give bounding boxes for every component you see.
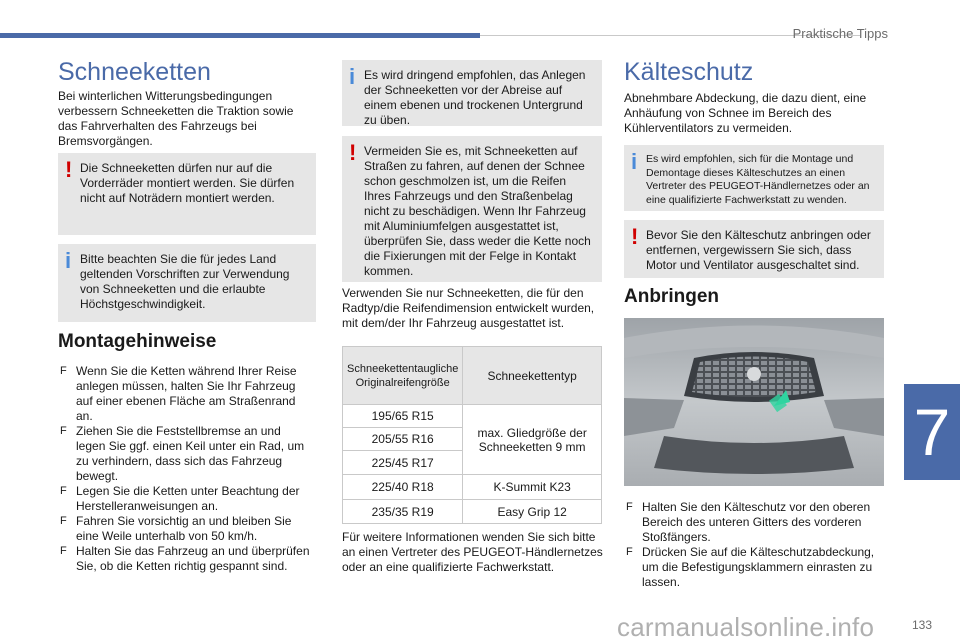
chapter-number: 7 <box>913 395 951 469</box>
intro-schneeketten: Bei winterlichen Witterungsbedingungen verbessern Schneeketten die Traktion sowie das Fahrverhalten des Fahrzeugs bei Bremsvorgängen. <box>58 89 294 148</box>
bullet-icon: F <box>626 501 633 513</box>
bullet-icon: F <box>60 545 67 557</box>
list-item: F Fahren Sie vorsichtig an und bleiben Sie eine Weile unterhalb von 50 km/h. <box>60 514 292 543</box>
table-cell: 225/40 R18 <box>343 475 463 500</box>
list-item: F Legen Sie die Ketten unter Beachtung der Herstelleranweisungen an. <box>60 484 300 513</box>
warning-box-melted-snow <box>342 136 602 282</box>
bullet-icon: F <box>626 546 633 558</box>
table-cell: 195/65 R15 <box>343 405 463 428</box>
info-box-regulations <box>58 244 316 322</box>
section-title: Praktische Tipps <box>792 26 888 41</box>
text-tyre-size: Verwenden Sie nur Schneeketten, die für den Radtyp/die Reifendimension entwickelt wurden, mit dem/der Ihr Fahrzeug ausgestattet ist. <box>342 286 595 330</box>
bullet-icon: F <box>60 365 67 377</box>
info-box-practice <box>342 60 602 126</box>
warning-text: Bevor Sie den Kälteschutz anbringen oder entfernen, vergewissern Sie sich, dass Motor und Ventilator ausgeschaltet sind. <box>646 228 871 272</box>
anbringen-list <box>626 500 884 590</box>
info-text: Es wird dringend empfohlen, das Anlegen der Schneeketten vor der Abreise auf einem ebenen und trockenen Untergrund zu üben. <box>364 68 586 127</box>
warning-icon: ! <box>65 157 73 182</box>
info-icon: i <box>631 149 638 174</box>
warning-icon: ! <box>349 140 357 165</box>
list-item: F Wenn Sie die Ketten während Ihrer Reise anlegen müssen, halten Sie Ihr Fahrzeug auf einer ebenen Fläche am Straßenrand an. <box>60 364 297 423</box>
text-more-info: Für weitere Informationen wenden Sie sich bitte an einen Vertreter des PEUGEOT-Händlernetzes oder an eine qualifizierte Fachwerkstatt. <box>342 530 603 574</box>
warning-icon: ! <box>631 224 639 249</box>
table-cell: 225/45 R17 <box>343 451 463 475</box>
bullet-icon: F <box>60 425 67 437</box>
watermark: carmanualsonline.info <box>617 612 875 640</box>
bullet-icon: F <box>60 485 67 497</box>
list-item: F Ziehen Sie die Feststellbremse an und legen Sie ggf. einen Keil unter ein Rad, um zu verhindern, dass sich das Fahrzeug bewegt. <box>60 424 305 483</box>
title-kaelteschutz: Kälteschutz <box>624 58 754 86</box>
table-cell: 205/55 R16 <box>343 428 463 451</box>
intro-kaelteschutz: Abnehmbare Abdeckung, die dazu dient, eine Anhäufung von Schnee im Bereich des Kühlerventilators zu vermeiden. <box>624 91 867 135</box>
warning-box-engine-off <box>624 220 884 278</box>
subtitle-montagehinweise: Montagehinweise <box>58 331 217 352</box>
car-front-illustration <box>624 318 884 486</box>
table-row <box>343 500 602 524</box>
warning-text: Vermeiden Sie es, mit Schneeketten auf Straßen zu fahren, auf denen der Schnee schon geschmolzen ist, um die Reifen Ihres Fahrzeugs und den Straßenbelag nicht zu beschädigen. Wenn Ihr Fahrzeug mit Aluminiumfelgen ausgestattet ist, überprüfen Sie, dass weder die Kette noch die Fixierungen mit der Felge in Kontakt kommen. <box>364 144 591 278</box>
subtitle-anbringen: Anbringen <box>624 286 719 307</box>
snow-chain-table <box>342 346 602 524</box>
header-bar <box>0 33 480 38</box>
info-text: Bitte beachten Sie die für jedes Land geltenden Vorschriften zur Verwendung von Schneeketten und die erlaubte Höchstgeschwindigkeit. <box>80 252 290 311</box>
info-icon: i <box>349 64 356 89</box>
table-cell-merged: max. Gliedgröße der Schneeketten 9 mm <box>463 405 602 475</box>
warning-box-frontwheels <box>58 153 316 235</box>
list-item: F Drücken Sie auf die Kälteschutzabdeckung, um die Befestigungsklammern einrasten zu lassen. <box>626 545 875 589</box>
bullet-icon: F <box>60 515 67 527</box>
montage-list <box>60 364 312 574</box>
info-icon: i <box>65 248 72 273</box>
page-number: 133 <box>912 618 933 632</box>
table-cell: 235/35 R19 <box>343 500 463 524</box>
table-cell: Easy Grip 12 <box>463 500 602 524</box>
list-item: F Halten Sie den Kälteschutz vor den oberen Bereich des unteren Gitters des vorderen Stoßfängers. <box>626 500 871 544</box>
table-cell: K-Summit K23 <box>463 475 602 500</box>
info-box-dealer <box>624 145 884 211</box>
title-schneeketten: Schneeketten <box>58 58 211 86</box>
warning-text: Die Schneeketten dürfen nur auf die Vorderräder montiert werden. Sie dürfen nicht auf Noträdern montiert werden. <box>80 161 295 205</box>
table-header-chain: Schneekettentyp <box>463 347 602 405</box>
table-row <box>343 405 602 428</box>
table-header-tyre: Schneekettentaugliche Originalreifengröße <box>343 347 463 405</box>
info-text: Es wird empfohlen, sich für die Montage und Demontage dieses Kälteschutzes an einen Vertreter des PEUGEOT-Händlernetzes oder an eine qualifizierte Fachwerkstatt zu wenden. <box>646 153 870 206</box>
table-row <box>343 475 602 500</box>
chapter-tab <box>904 384 960 480</box>
list-item: F Halten Sie das Fahrzeug an und überprüfen Sie, ob die Ketten richtig gespannt sind. <box>60 544 310 573</box>
grille-photo <box>624 318 884 486</box>
